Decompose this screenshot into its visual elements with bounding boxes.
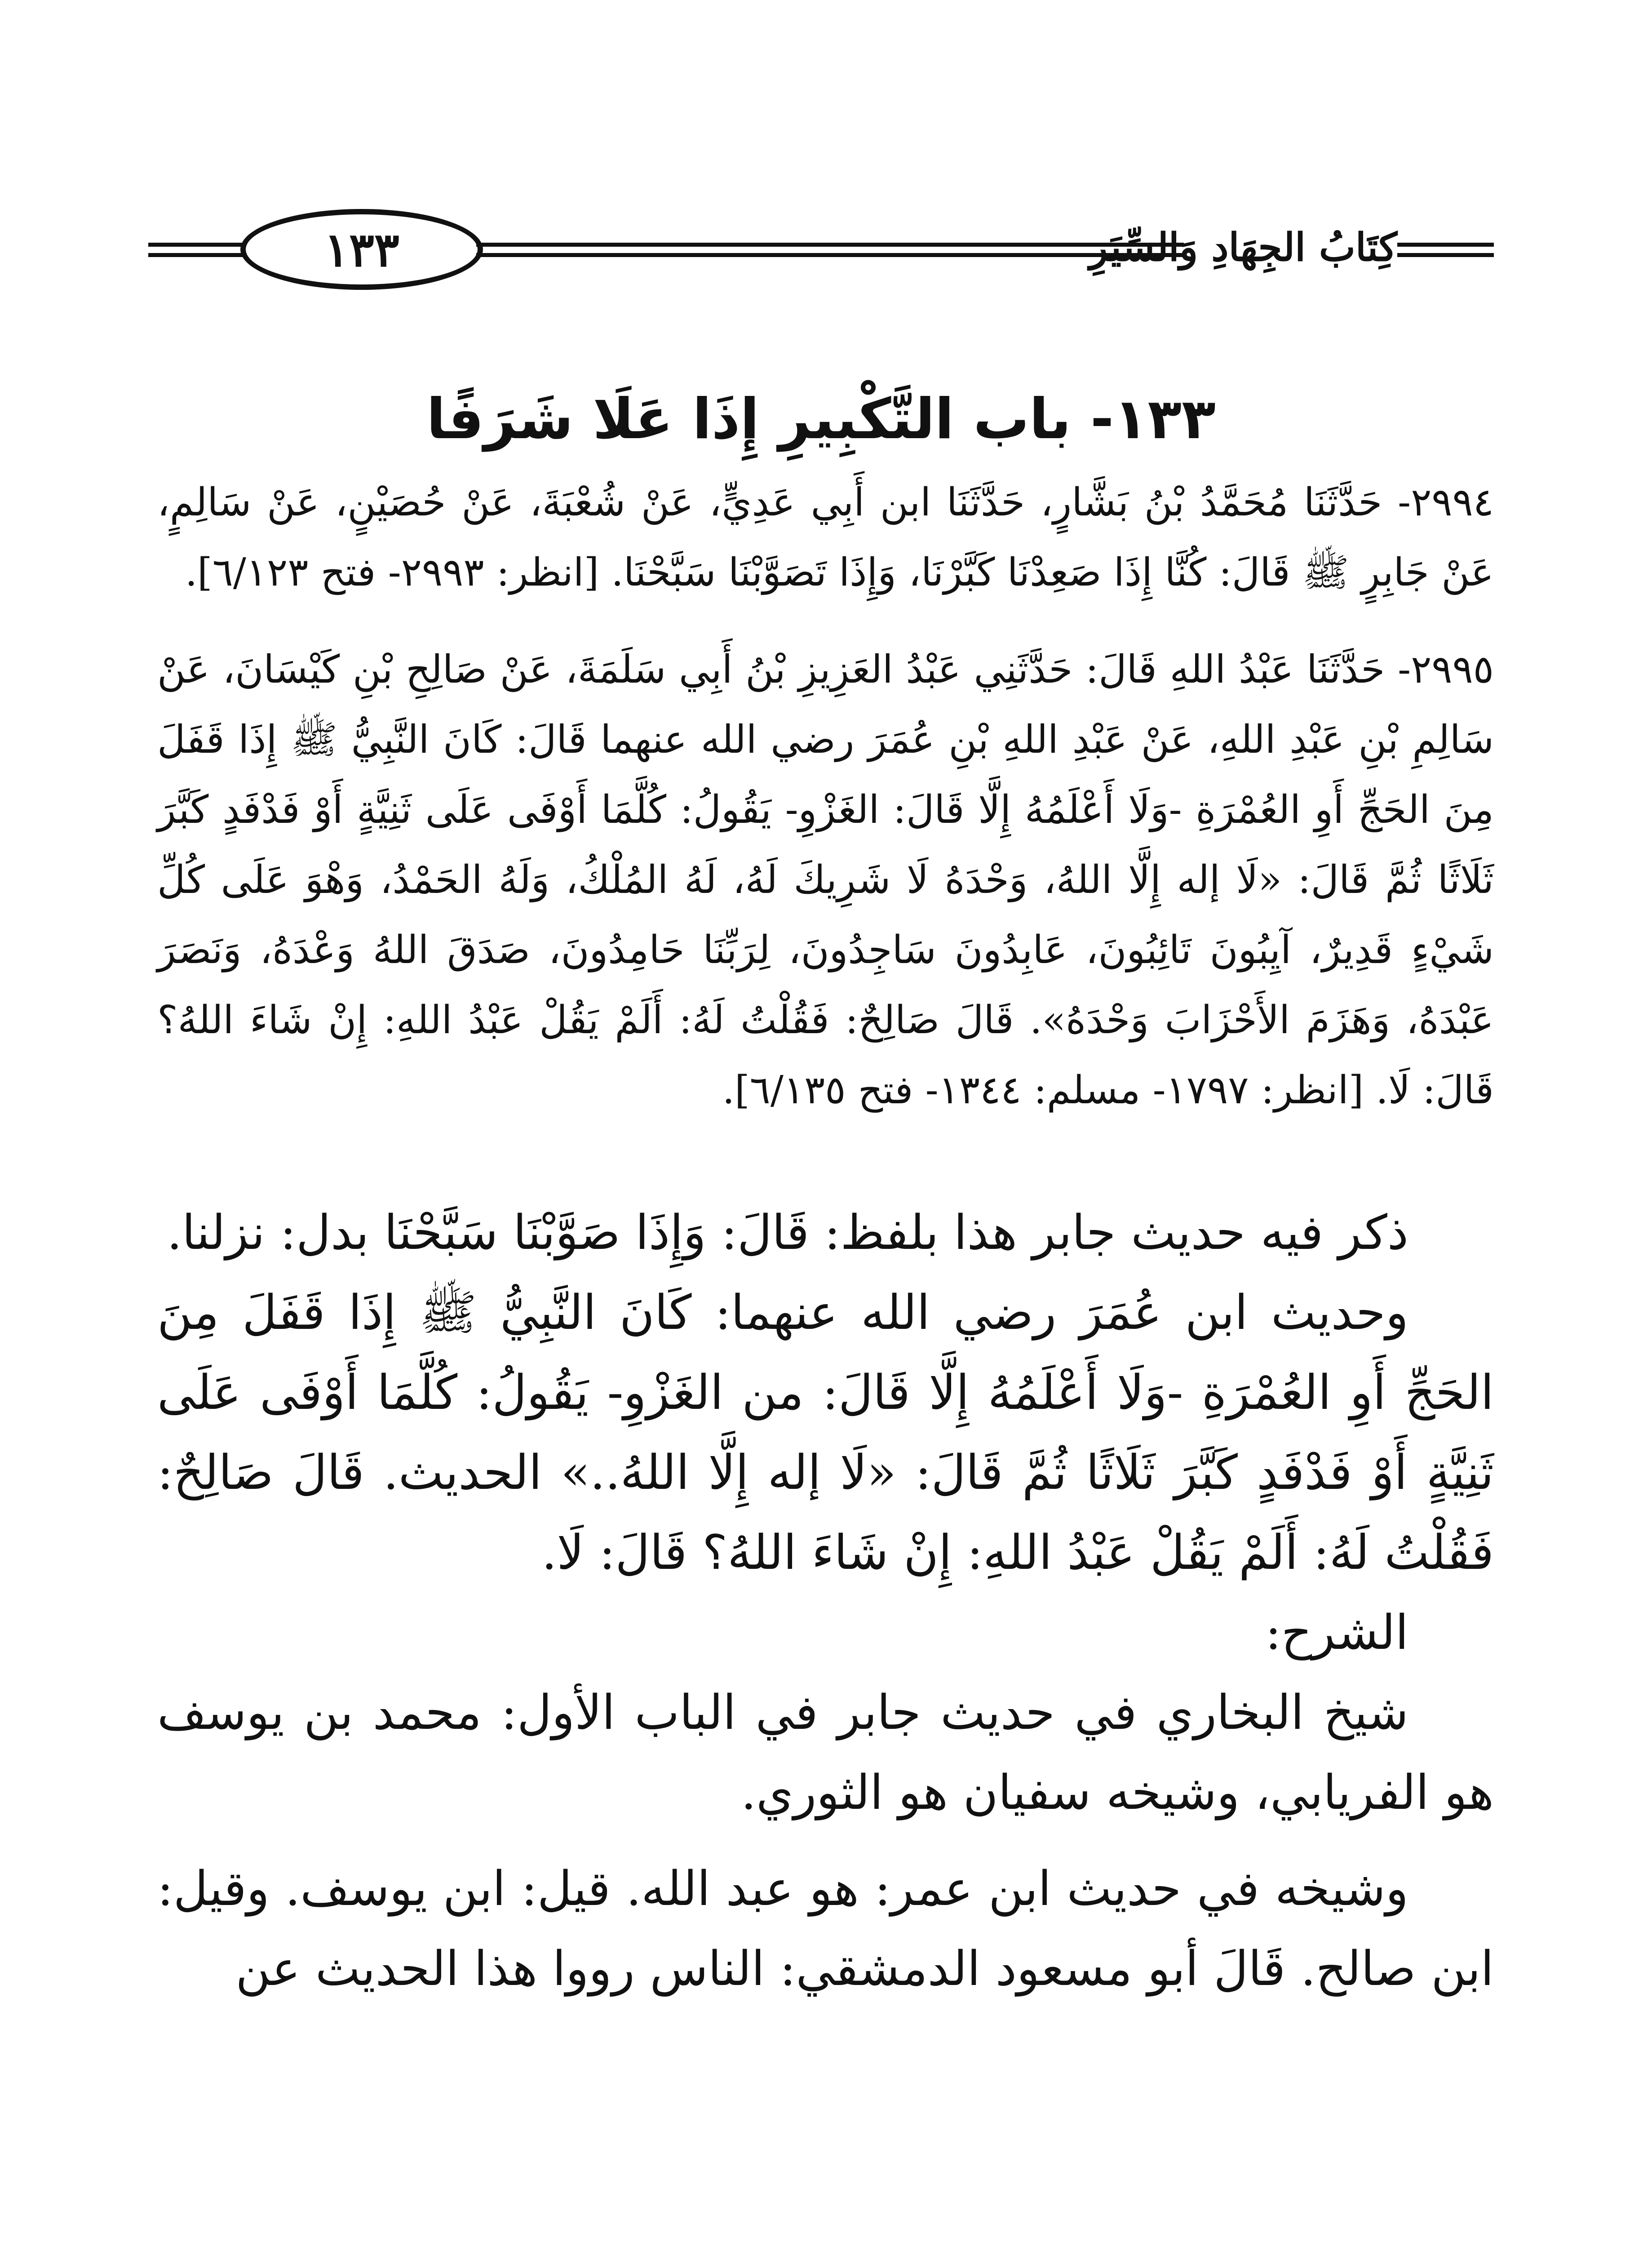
commentary-paragraph: شيخ البخاري في حديث جابر في الباب الأول: محمد بن يوسف هو الفريابي، وشيخه سفيان هو الثوري.	[157, 1685, 1494, 1820]
book-title: كِتَابُ الجِهَادِ وَالسِّيَرِ	[1089, 225, 1397, 270]
hadith-2994: ٢٩٩٤- حَدَّثَنَا مُحَمَّدُ بْنُ بَشَّارٍ، حَدَّثَنَا ابن أَبِي عَدِيٍّ، عَنْ شُعْبَةَ، عَنْ حُصَيْنٍ، عَنْ سَالِمٍ، عَنْ جَابِرٍ ﷺ قَالَ: كُنَّا إِذَا صَعِدْنَا كَبَّرْنَا، وَإِذَا تَصَوَّبْنَا سَبَّحْنَا. [انظر: ٢٩٩٣- فتح ٦/١٢٣].	[157, 480, 1494, 595]
page-number-frame	[240, 209, 483, 290]
header-rule-left	[148, 243, 249, 263]
header-rule-middle	[476, 243, 1184, 263]
commentary-paragraph: وشيخه في حديث ابن عمر: هو عبد الله. قيل: ابن يوسف. وقيل: ابن صالح. قَالَ أبو مسعود الدمشقي: الناس رووا هذا الحديث عن	[157, 1861, 1494, 1996]
sharh-label: الشرح:	[1265, 1605, 1408, 1660]
header-rule-right	[1397, 243, 1494, 263]
hadith-2995: ٢٩٩٥- حَدَّثَنَا عَبْدُ اللهِ قَالَ: حَدَّثَنِي عَبْدُ العَزِيزِ بْنُ أَبِي سَلَمَةَ، عَنْ صَالِحِ بْنِ كَيْسَانَ، عَنْ سَالِمِ بْنِ عَبْدِ اللهِ، عَنْ عَبْدِ اللهِ بْنِ عُمَرَ رضي الله عنهما قَالَ: كَانَ النَّبِيُّ ﷺ إِذَا قَفَلَ مِنَ الحَجِّ أَوِ العُمْرَةِ -وَلَا أَعْلَمُهُ إِلَّا قَالَ: الغَزْوِ- يَقُولُ: كُلَّمَا أَوْفَى عَلَى ثَنِيَّةٍ أَوْ فَدْفَدٍ كَبَّرَ ثَلَاثًا ثُمَّ قَالَ: «لَا إله إِلَّا اللهُ، وَحْدَهُ لَا شَرِيكَ لَهُ، لَهُ المُلْكُ، وَلَهُ الحَمْدُ، وَهْوَ عَلَى كُلِّ شَيْءٍ قَدِيرٌ، آيِبُونَ تَائِبُونَ، عَابِدُونَ سَاجِدُونَ، لِرَبِّنَا حَامِدُونَ، صَدَقَ اللهُ وَعْدَهُ، وَنَصَرَ عَبْدَهُ، وَهَزَمَ الأَحْزَابَ وَحْدَهُ». قَالَ صَالِحٌ: فَقُلْتُ لَهُ: أَلَمْ يَقُلْ عَبْدُ اللهِ: إِنْ شَاءَ اللهُ؟ قَالَ: لَا. [انظر: ١٧٩٧- مسلم: ١٣٤٤- فتح ٦/١٣٥].	[157, 647, 1494, 1113]
page-number: ١٣٣	[324, 222, 399, 277]
chapter-heading: ١٣٣- باب التَّكْبِيرِ إِذَا عَلَا شَرَفًا	[426, 387, 1216, 452]
running-header	[148, 207, 1494, 297]
commentary-paragraph: ذكر فيه حديث جابر هذا بلفظ: قَالَ: وَإِذَا صَوَّبْنَا سَبَّحْنَا بدل: نزلنا.	[167, 1205, 1408, 1260]
commentary-paragraph: وحديث ابن عُمَرَ رضي الله عنهما: كَانَ النَّبِيُّ ﷺ إِذَا قَفَلَ مِنَ الحَجِّ أَوِ العُمْرَةِ -وَلَا أَعْلَمُهُ إِلَّا قَالَ: من الغَزْوِ- يَقُولُ: كُلَّمَا أَوْفَى عَلَى ثَنِيَّةٍ أَوْ فَدْفَدٍ كَبَّرَ ثَلَاثًا ثُمَّ قَالَ: «لَا إله إِلَّا اللهُ..» الحديث. قَالَ صَالِحٌ: فَقُلْتُ لَهُ: أَلَمْ يَقُلْ عَبْدُ اللهِ: إِنْ شَاءَ اللهُ؟ قَالَ: لَا.	[157, 1285, 1494, 1580]
page-content	[157, 467, 1494, 2009]
